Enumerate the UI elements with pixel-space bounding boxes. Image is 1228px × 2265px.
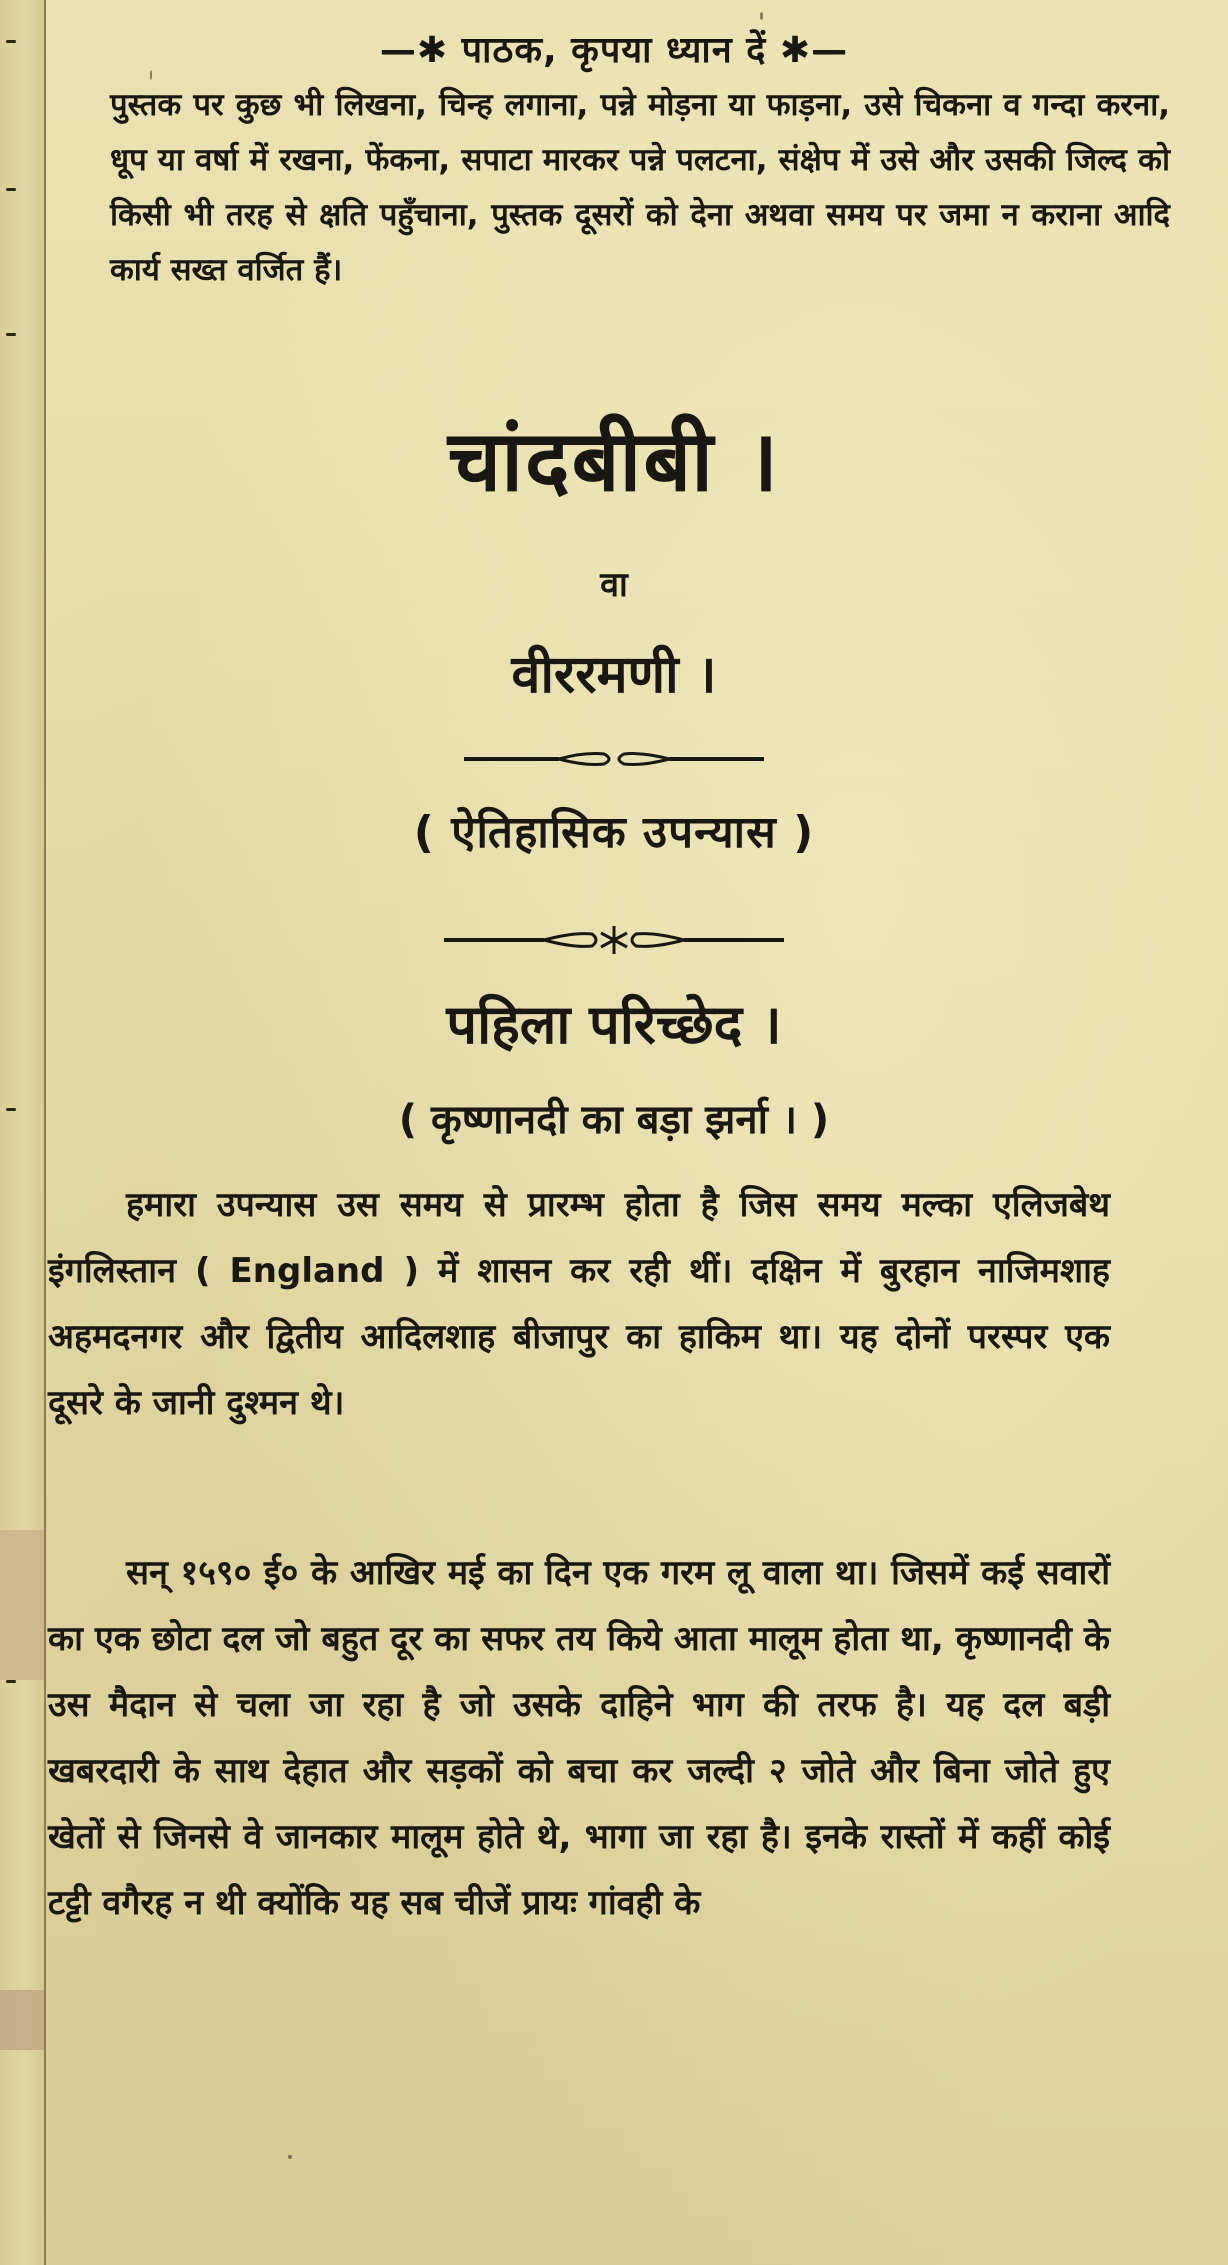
book-title: चांदबीबी ।: [447, 412, 781, 510]
ornament-right: ✱—: [779, 30, 849, 71]
paragraph-text: सन् १५९० ई० के आखिर मई का दिन एक गरम लू वाला था। जिसमें कई सवारों का एक छोटा दल जो बहुत दूर का सफर तय किये आता मालूम होता था, कृष्णानदी के उस मैदान से चला जा रहा है जो उसके दाहिने भाग की तरफ है। यह दल बड़ी खबरदारी के साथ देहात और सड़कों को बचा कर जल्दी २ जोते और बिना जोते हुए खेतों से जिनसे वे जानकार मालूम होते थे, भागा जा रहा है। इनके रास्तों में कहीं कोई टट्टी वगैरह न थी क्योंकि यह सब चीजें प्रायः गांवही के: [48, 1553, 1110, 1923]
margin-mark: [6, 188, 16, 191]
title-connector: वा: [600, 565, 628, 605]
reader-notice-text: पुस्तक पर कुछ भी लिखना, चिन्ह लगाना, पन्ने मोड़ना या फाड़ना, उसे चिकना व गन्दा करना, धूप या वर्षा में रखना, फेंकना, सपाटा मारकर पन्ने पलटना, संक्षेप में उसे और उसकी जिल्द को किसी भी तरह से क्षति पहुँचाना, पुस्तक दूसरों को देना अथवा समय पर जमा न कराना आदि कार्य सख्त वर्जित हैं।: [110, 87, 1170, 288]
ornamental-divider-asterisk: [0, 920, 1228, 960]
ink-speck: [150, 70, 152, 80]
reader-notice-heading: [0, 24, 1228, 73]
paper-tear: [0, 1530, 44, 1680]
reader-notice-title: पाठक, कृपया ध्यान दें: [461, 30, 767, 71]
ornament-left: —✱: [379, 30, 449, 71]
book-genre: ( ऐतिहासिक उपन्यास ): [413, 807, 815, 858]
paragraph-1: [48, 1172, 1110, 1436]
book-subtitle: वीररमणी ।: [511, 645, 717, 705]
ornamental-rule-icon: [464, 748, 764, 770]
paragraph-text: हमारा उपन्यास उस समय से प्रारम्भ होता है जिस समय मल्का एलिजबेथ इंगलिस्तान ( England ) में शासन कर रही थीं। दक्षिन में बुरहान नाजिमशाह अहमदनगर और द्वितीय आदिलशाह बीजापुर का हाकिम था। यह दोनों परस्पर एक दूसरे के जानी दुश्मन थे।: [48, 1185, 1110, 1423]
margin-mark: [6, 1680, 16, 1683]
paper-tear: [0, 1990, 44, 2050]
ornamental-divider: [0, 748, 1228, 770]
chapter-title: पहिला परिच्छेद ।: [446, 993, 782, 1056]
margin-mark: [6, 333, 16, 336]
asterisk-rule-icon: [444, 920, 784, 960]
paragraph-2: [48, 1540, 1110, 1936]
ink-speck: [288, 2155, 292, 2159]
ink-speck: [760, 12, 763, 20]
chapter-subtitle: ( कृष्णानदी का बड़ा झर्ना । ): [398, 1097, 830, 1143]
